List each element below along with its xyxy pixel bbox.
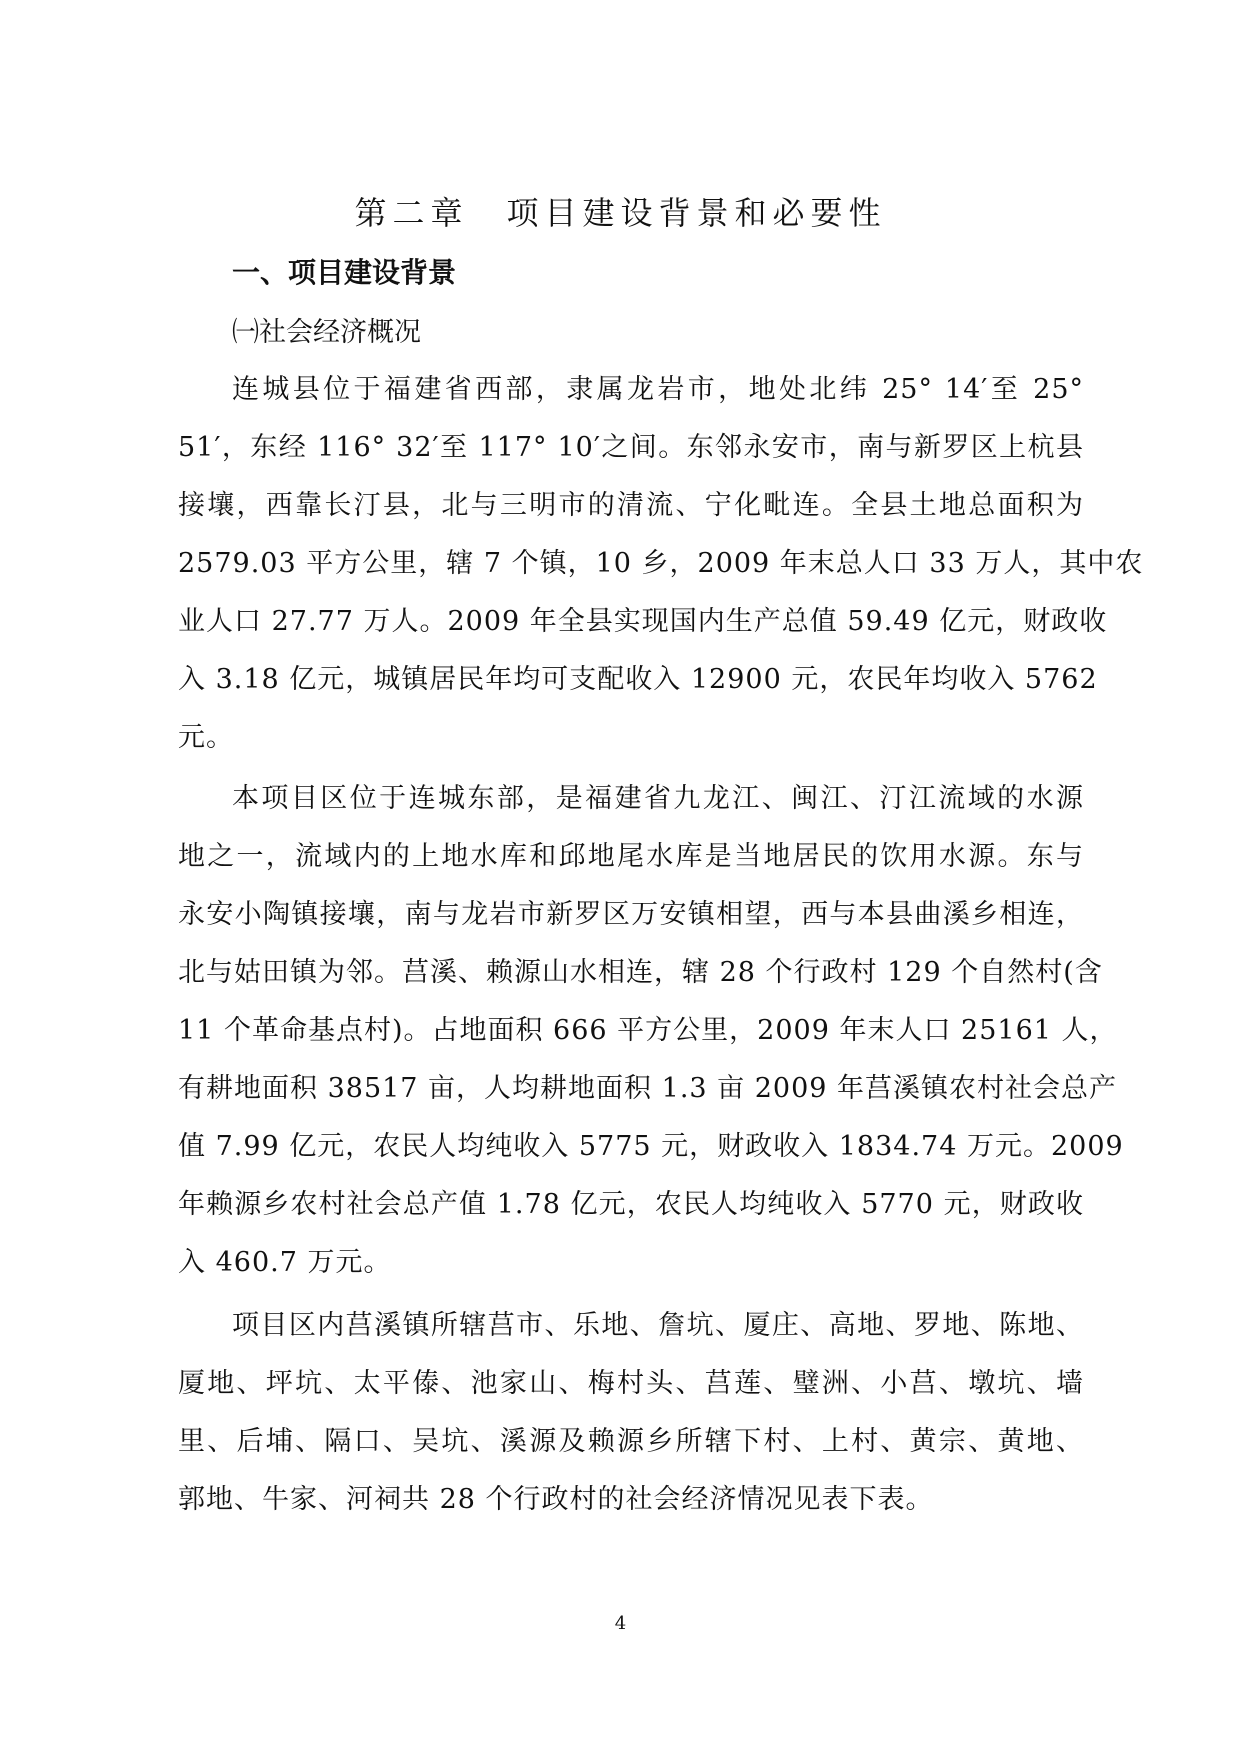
paragraph-line: 值 7.99 亿元，农民人均纯收入 5775 元，财政收入 1834.74 万元。2009 (178, 1131, 1124, 1162)
paragraph-line: 51′，东经 116° 32′至 117° 10′之间。东邻永安市，南与新罗区上杭县 (178, 432, 1084, 463)
paragraph-socioeconomic-overview (178, 361, 1144, 767)
paragraph-line: 里、后埔、隔口、吴坑、溪源及赖源乡所辖下村、上村、黄宗、黄地、 (178, 1426, 1084, 1457)
paragraph-villages (178, 1297, 1084, 1529)
page-number: 4 (614, 1613, 627, 1634)
paragraph-line: 郭地、牛家、河祠共 28 个行政村的社会经济情况见表下表。 (178, 1484, 934, 1515)
paragraph-line: 连城县位于福建省西部，隶属龙岩市，地处北纬 25° 14′至 25° (232, 374, 1084, 405)
paragraph-line: 业人口 27.77 万人。2009 年全县实现国内生产总值 59.49 亿元，财政收 (178, 606, 1108, 637)
paragraph-line: 年赖源乡农村社会总产值 1.78 亿元，农民人均纯收入 5770 元，财政收 (178, 1189, 1084, 1220)
paragraph-line: 接壤，西靠长汀县，北与三明市的清流、宁化毗连。全县土地总面积为 (178, 490, 1084, 521)
paragraph-line: 有耕地面积 38517 亩，人均耕地面积 1.3 亩 2009 年莒溪镇农村社会总产 (178, 1073, 1118, 1104)
paragraph-line: 地之一，流域内的上地水库和邱地尾水库是当地居民的饮用水源。东与 (178, 841, 1084, 872)
paragraph-line: 厦地、坪坑、太平傣、池家山、梅村头、莒莲、璧洲、小莒、墩坑、墙 (178, 1368, 1084, 1399)
paragraph-line: 11 个革命基点村)。占地面积 666 平方公里，2009 年末人口 25161 人， (178, 1015, 1118, 1046)
subsection-heading: ㈠社会经济概况 (232, 317, 421, 348)
paragraph-line: 入 460.7 万元。 (178, 1247, 392, 1278)
paragraph-line: 2579.03 平方公里，辖 7 个镇，10 乡，2009 年末总人口 33 万人，其中农 (178, 548, 1144, 579)
paragraph-line: 元。 (178, 722, 234, 753)
section-heading: 一、项目建设背景 (232, 256, 457, 289)
paragraph-line: 永安小陶镇接壤，南与龙岩市新罗区万安镇相望，西与本县曲溪乡相连， (178, 899, 1084, 930)
paragraph-line: 项目区内莒溪镇所辖莒市、乐地、詹坑、厦庄、高地、罗地、陈地、 (232, 1310, 1084, 1341)
paragraph-line: 入 3.18 亿元，城镇居民年均可支配收入 12900 元，农民年均收入 5762 (178, 664, 1098, 695)
paragraph-project-area (178, 770, 1124, 1292)
chapter-title: 第二章 项目建设背景和必要性 (354, 194, 887, 232)
paragraph-line: 本项目区位于连城东部，是福建省九龙江、闽江、汀江流域的水源 (232, 783, 1084, 814)
paragraph-line: 北与姑田镇为邻。莒溪、赖源山水相连，辖 28 个行政村 129 个自然村(含 (178, 957, 1103, 988)
